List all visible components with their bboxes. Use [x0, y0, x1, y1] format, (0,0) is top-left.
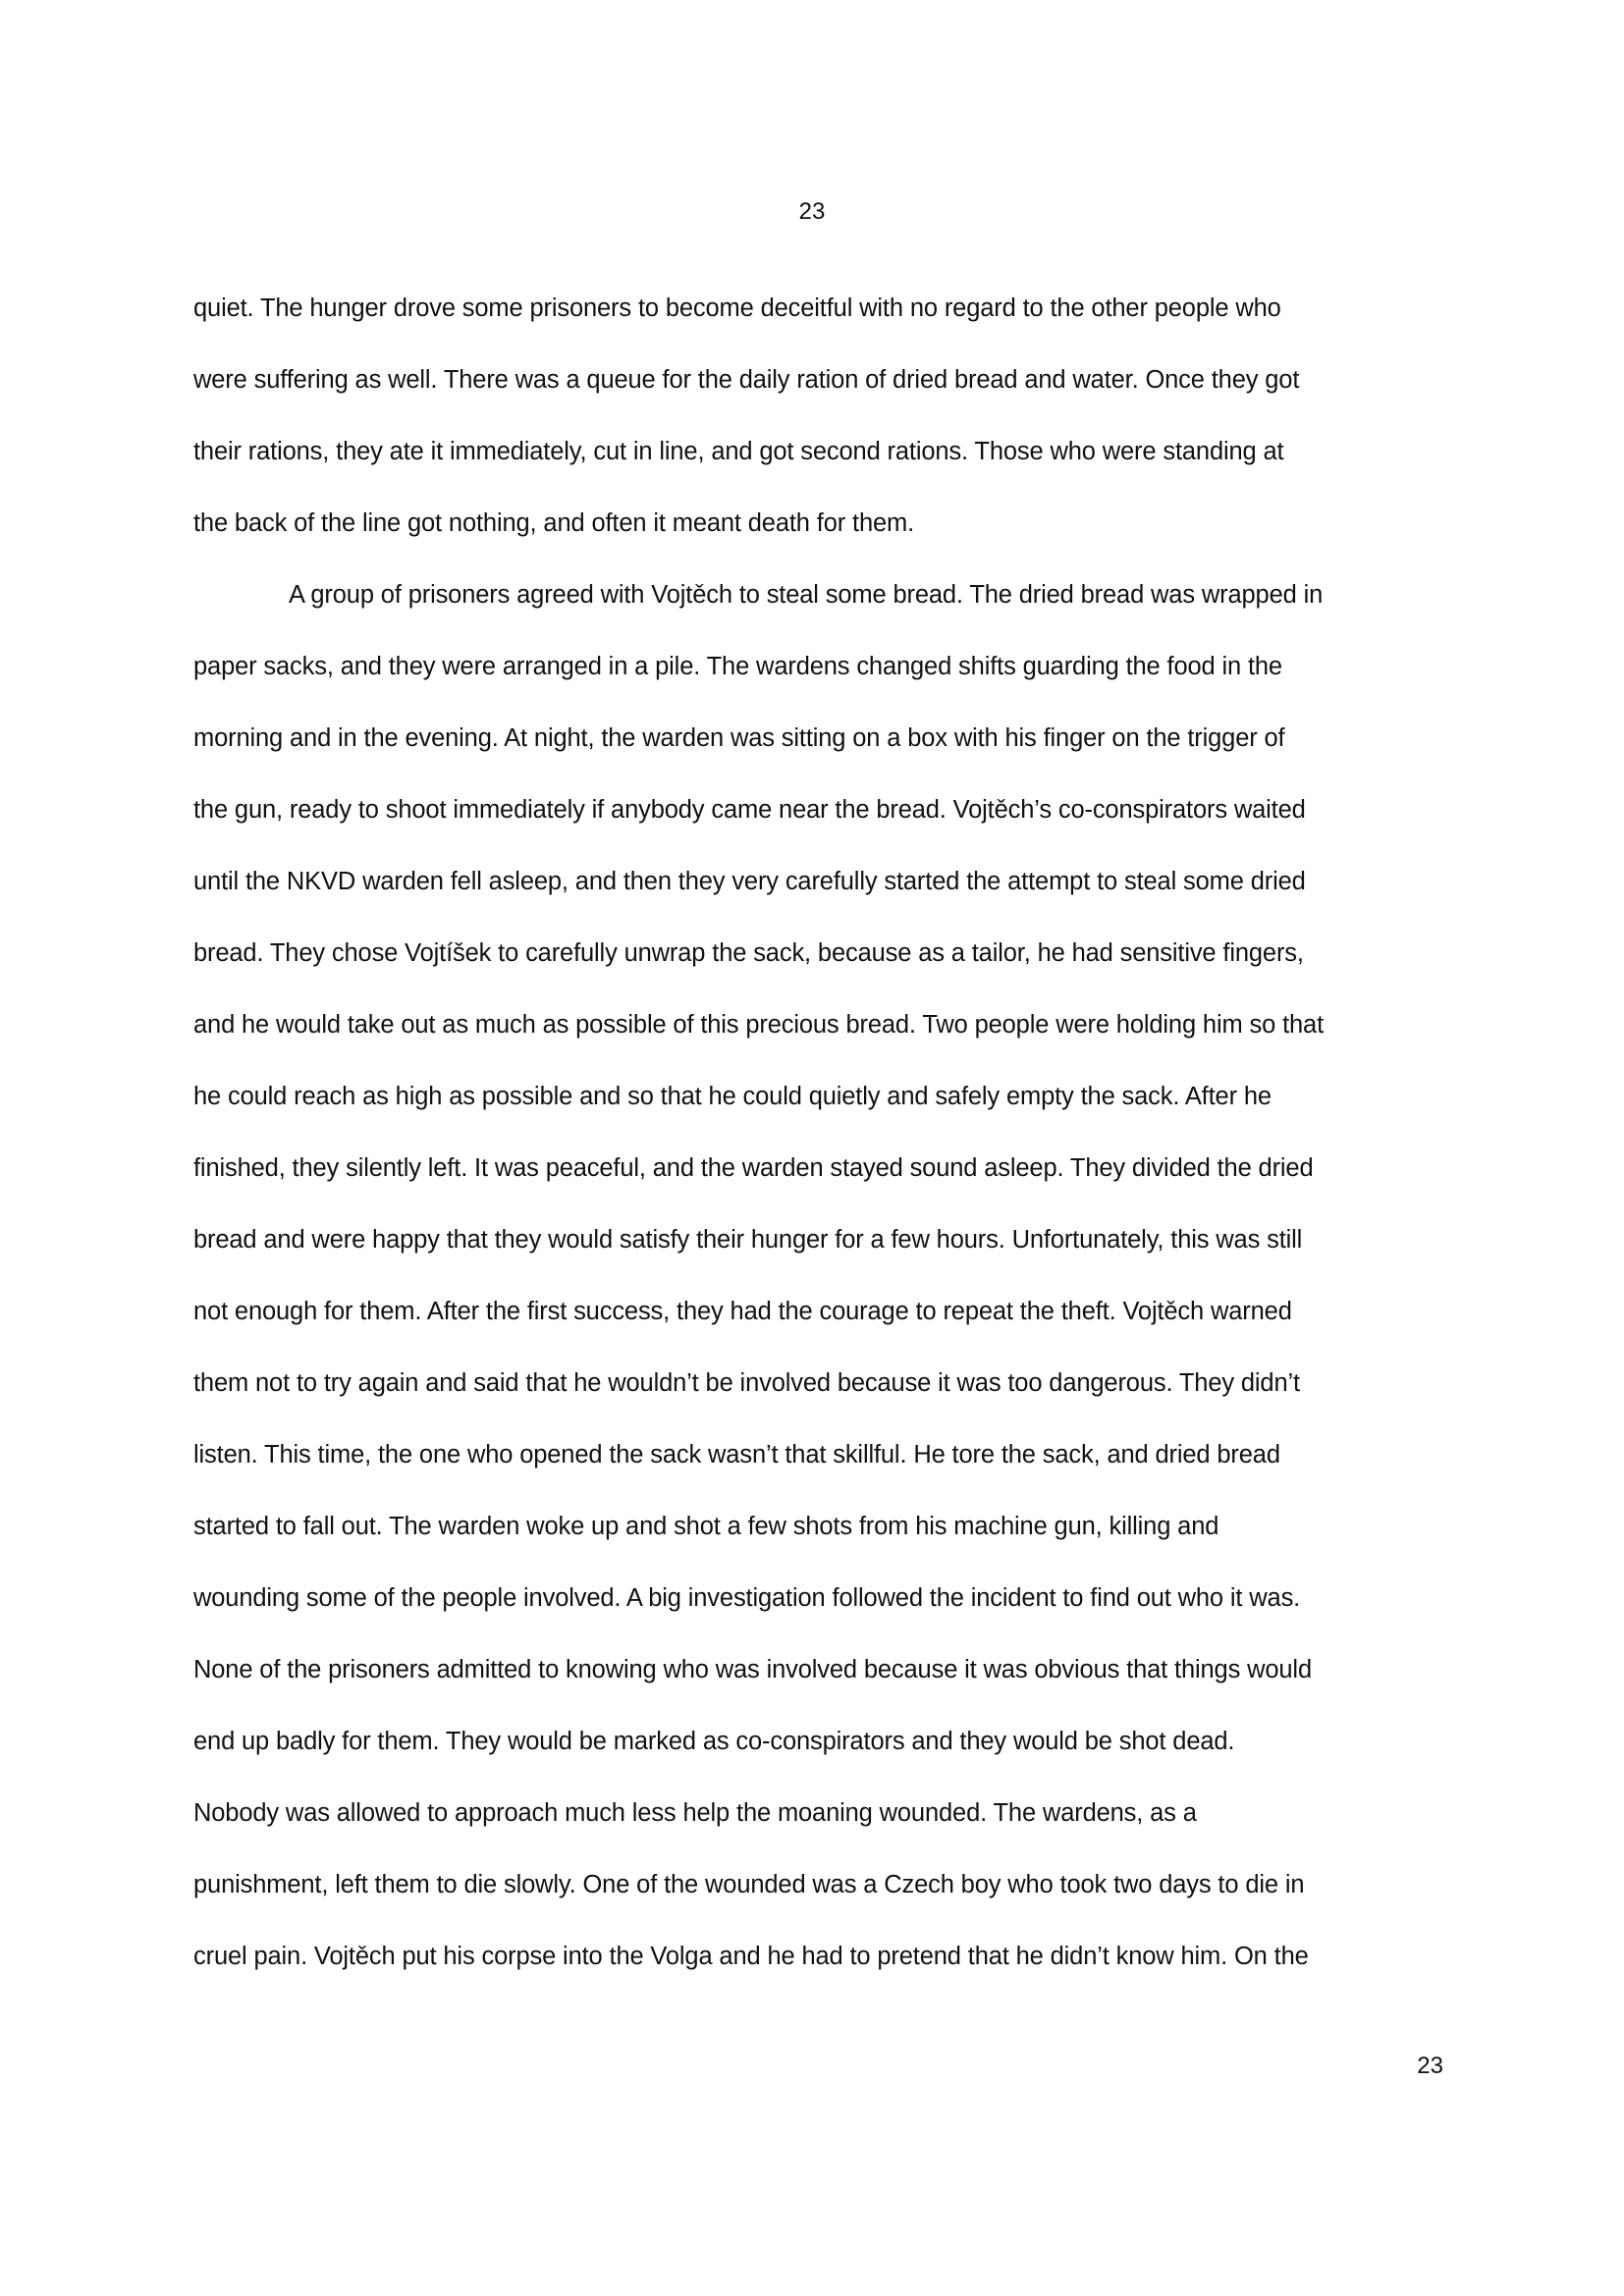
text-line: the back of the line got nothing, and often it meant death for them. — [193, 509, 915, 537]
text-line: bread. They chose Vojtíšek to carefully unwrap the sack, because as a tailor, he had sensitive fingers, — [193, 939, 1304, 967]
text-line: bread and were happy that they would satisfy their hunger for a few hours. Unfortunately, this was still — [193, 1226, 1303, 1254]
text-line-paragraph-start: A group of prisoners agreed with Vojtěch to steal some bread. The dried bread was wrapped in — [289, 581, 1324, 609]
text-line: None of the prisoners admitted to knowing who was involved because it was obvious that things would — [193, 1656, 1312, 1683]
text-line: finished, they silently left. It was peaceful, and the warden stayed sound asleep. They divided the dried — [193, 1154, 1314, 1182]
text-line: cruel pain. Vojtěch put his corpse into the Volga and he had to pretend that he didn’t know him. On the — [193, 1943, 1309, 1970]
text-line: paper sacks, and they were arranged in a pile. The wardens changed shifts guarding the food in the — [193, 653, 1282, 680]
text-line: them not to try again and said that he wouldn’t be involved because it was too dangerous. They didn’t — [193, 1369, 1300, 1397]
text-line: listen. This time, the one who opened the sack wasn’t that skillful. He tore the sack, and dried bread — [193, 1441, 1280, 1468]
text-line: punishment, left them to die slowly. One of the wounded was a Czech boy who took two days to die in — [193, 1871, 1305, 1898]
text-line: he could reach as high as possible and so that he could quietly and safely empty the sack. After he — [193, 1083, 1272, 1110]
text-line: morning and in the evening. At night, the warden was sitting on a box with his finger on the trigger of — [193, 724, 1285, 752]
text-line: until the NKVD warden fell asleep, and then they very carefully started the attempt to steal some dried — [193, 868, 1306, 895]
text-line: Nobody was allowed to approach much less help the moaning wounded. The wardens, as a — [193, 1799, 1197, 1827]
body-text — [193, 288, 1436, 2007]
page-number-top: 23 — [798, 198, 826, 225]
text-line: not enough for them. After the first success, they had the courage to repeat the theft. Vojtěch warned — [193, 1298, 1292, 1325]
text-line: were suffering as well. There was a queue for the daily ration of dried bread and water. Once they got — [193, 366, 1300, 394]
text-line: the gun, ready to shoot immediately if anybody came near the bread. Vojtěch’s co-conspirators waited — [193, 796, 1306, 824]
page-number-bottom: 23 — [1417, 2053, 1443, 2079]
text-line: started to fall out. The warden woke up and shot a few shots from his machine gun, killing and — [193, 1513, 1219, 1540]
text-line: their rations, they ate it immediately, cut in line, and got second rations. Those who were standing at — [193, 438, 1284, 465]
text-line: wounding some of the people involved. A big investigation followed the incident to find out who it was. — [193, 1584, 1301, 1612]
text-line: end up badly for them. They would be marked as co-conspirators and they would be shot dead. — [193, 1728, 1235, 1755]
text-line: quiet. The hunger drove some prisoners to become deceitful with no regard to the other people who — [193, 294, 1281, 322]
text-line: and he would take out as much as possible of this precious bread. Two people were holding him so that — [193, 1011, 1325, 1039]
